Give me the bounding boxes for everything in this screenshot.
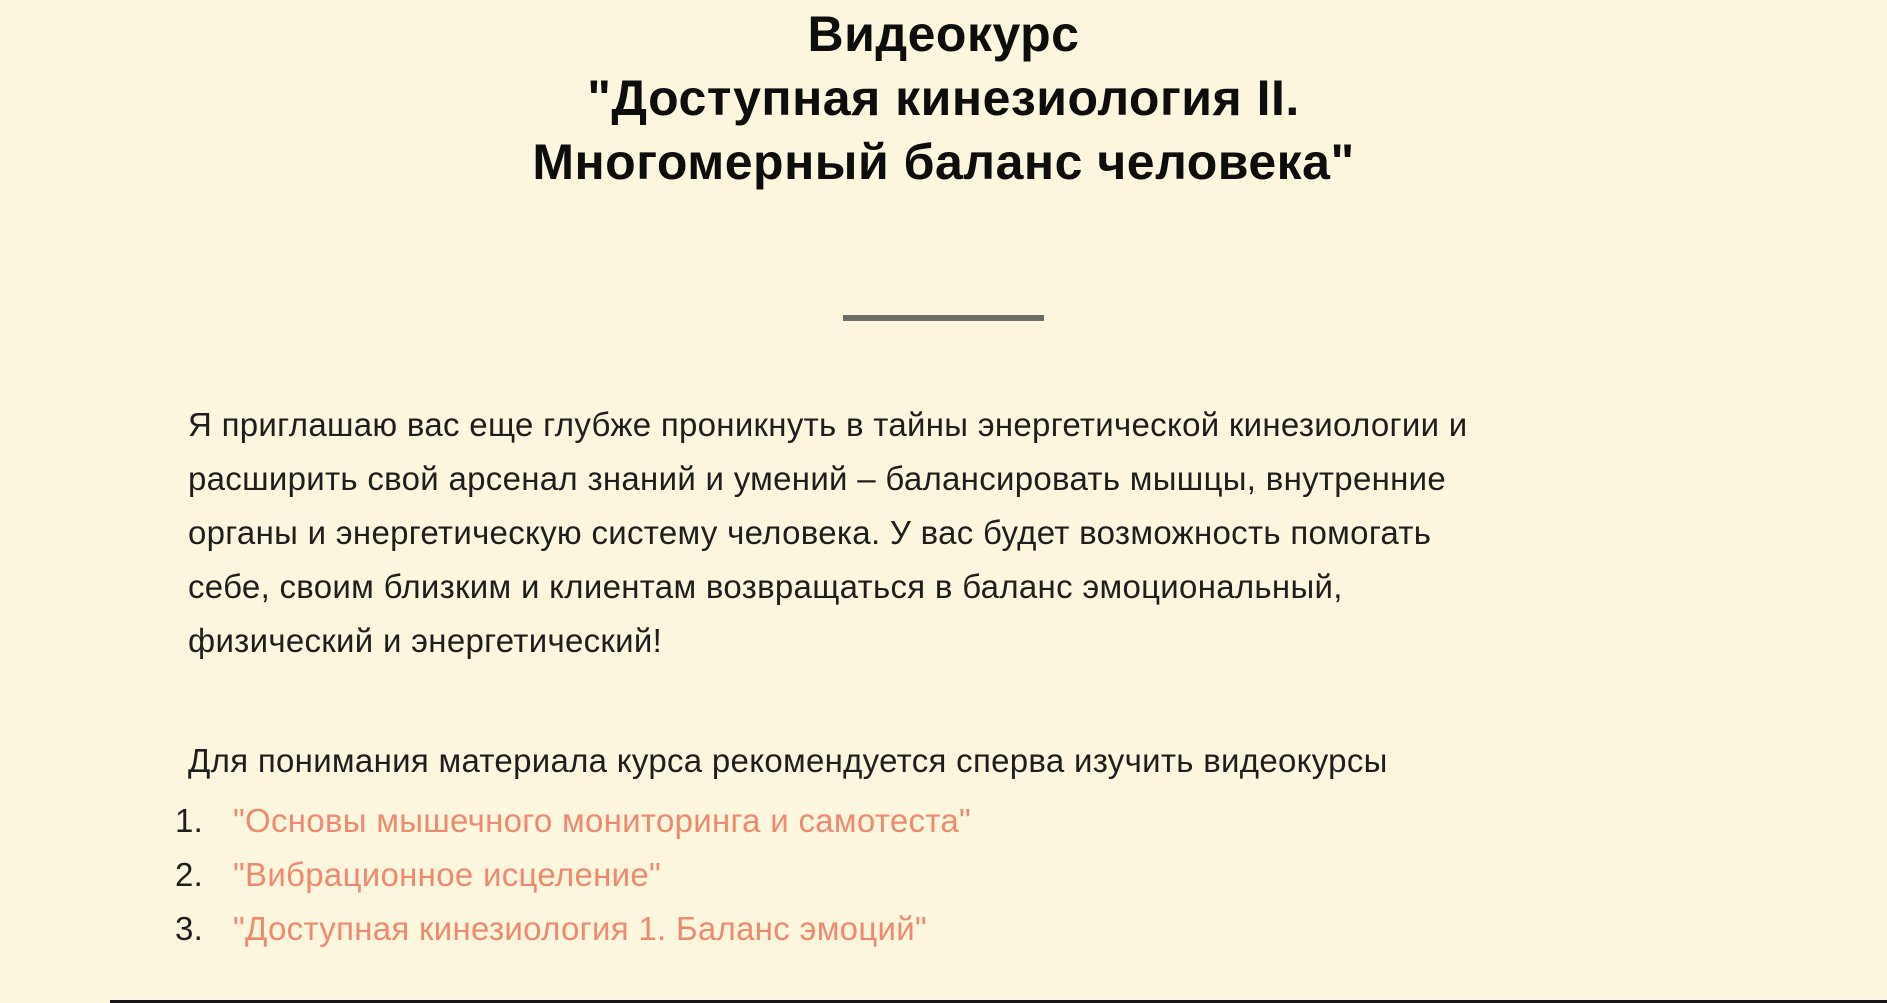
- page-title-line3: Многомерный баланс человека": [532, 134, 1355, 190]
- course-link[interactable]: "Вибрационное исцеление": [233, 856, 662, 893]
- page-title-line1: Видеокурс: [807, 6, 1080, 62]
- list-item-number: 2.: [175, 856, 204, 893]
- intro-paragraph: Я приглашаю вас еще глубже проникнуть в тайны энергетической кинезиологии и расширить свой арсенал знаний и умений – балансировать мышцы, внутренние органы и энергетическую систему человека. У вас будет возможность помогать себе, своим близким и клиентам возвращаться в баланс эмоциональный, физический и энергетический!: [188, 406, 1468, 659]
- list-item: [175, 902, 1468, 956]
- prerequisites-list: [175, 794, 1468, 956]
- course-link[interactable]: "Основы мышечного мониторинга и самотеста": [233, 802, 972, 839]
- list-item: [175, 848, 1468, 902]
- list-item-number: 1.: [175, 802, 204, 839]
- content-area: [175, 398, 1468, 956]
- list-item-number: 3.: [175, 910, 204, 947]
- list-item: [175, 794, 1468, 848]
- page-title-line2: "Доступная кинезиология II.: [587, 70, 1300, 126]
- page-title: [0, 0, 1887, 194]
- title-divider: [843, 315, 1044, 321]
- course-link[interactable]: "Доступная кинезиология 1. Баланс эмоций": [233, 910, 928, 947]
- prerequisites-lead: Для понимания материала курса рекомендуется сперва изучить видеокурсы: [188, 742, 1388, 779]
